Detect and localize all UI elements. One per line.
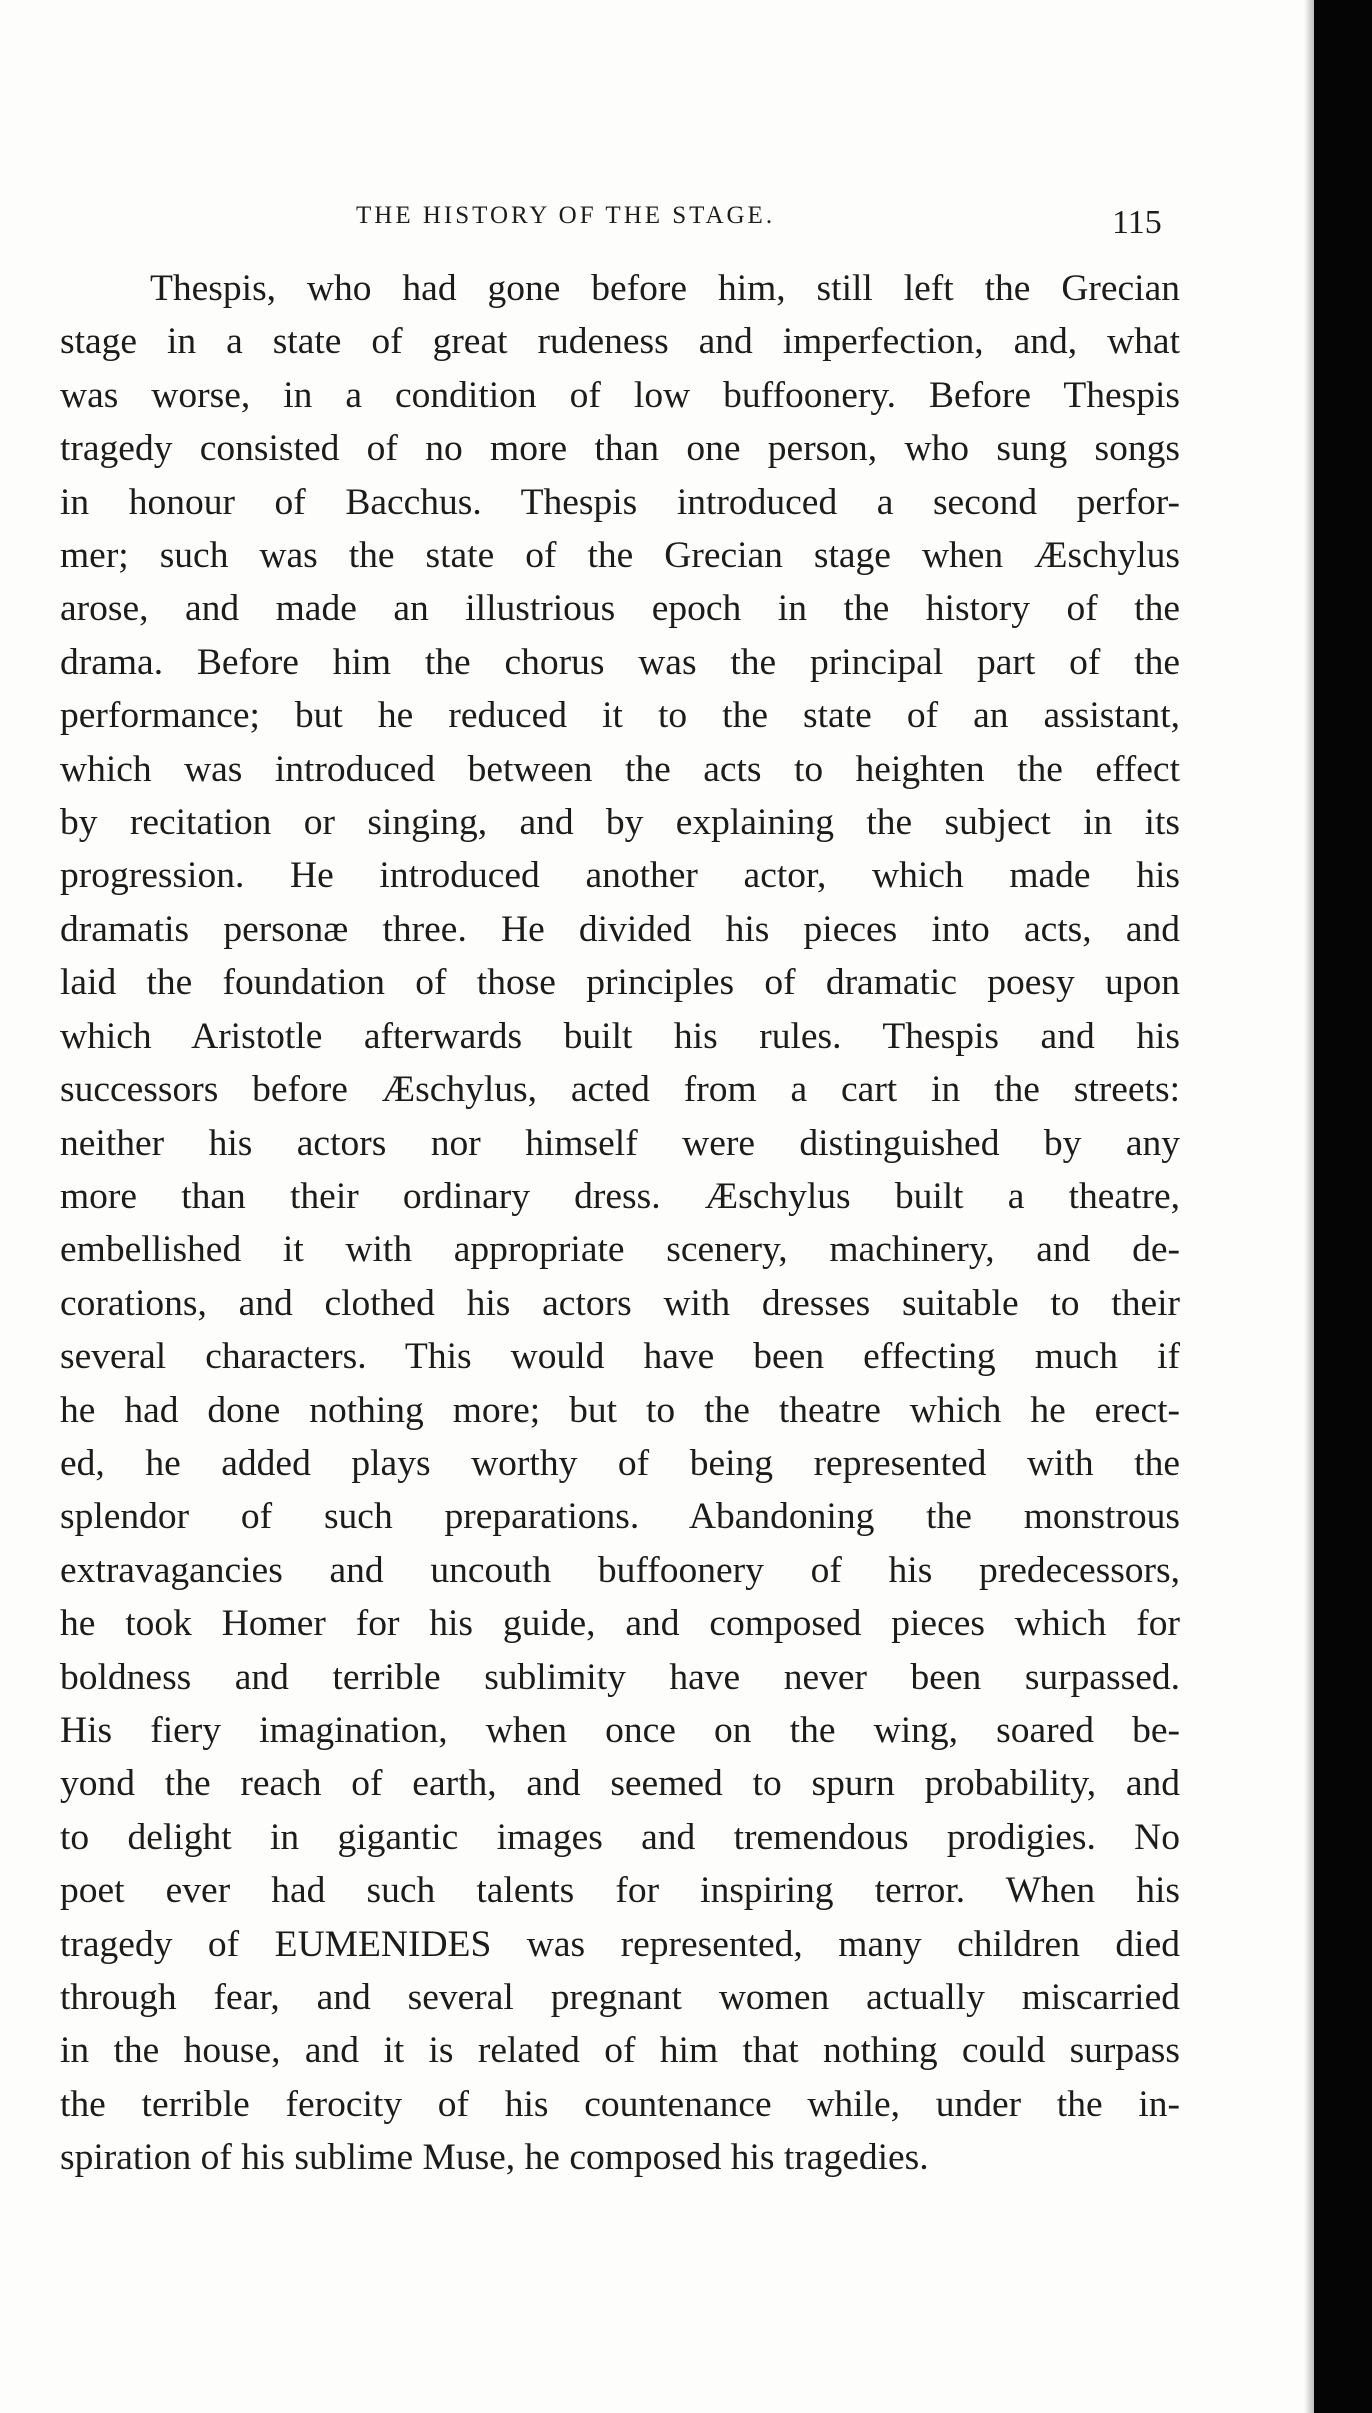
text-line: boldness and terrible sublimity have never been surpassed.	[60, 1656, 1180, 1698]
text-line: yond the reach of earth, and seemed to spurn probability, and	[60, 1763, 1180, 1805]
text-line: spiration of his sublime Muse, he composed his tragedies.	[60, 2137, 929, 2179]
text-line: several characters. This would have been effecting much if	[60, 1336, 1180, 1378]
text-line: laid the foundation of those principles of dramatic poesy upon	[60, 962, 1180, 1004]
body-text	[60, 262, 1180, 2185]
text-line: mer; such was the state of the Grecian stage when Æschylus	[60, 535, 1180, 577]
text-line: splendor of such preparations. Abandoning the monstrous	[60, 1496, 1180, 1538]
text-line: embellished it with appropriate scenery, machinery, and de-	[60, 1229, 1180, 1271]
text-line: extravagancies and uncouth buffoonery of his predecessors,	[60, 1549, 1180, 1591]
text-line: His fiery imagination, when once on the wing, soared be-	[60, 1709, 1180, 1751]
text-line: was worse, in a condition of low buffoonery. Before Thespis	[60, 374, 1180, 416]
page-number: 115	[1112, 204, 1162, 241]
text-line: neither his actors nor himself were distinguished by any	[60, 1122, 1180, 1164]
text-line: successors before Æschylus, acted from a cart in the streets:	[60, 1069, 1180, 1111]
text-line: which Aristotle afterwards built his rules. Thespis and his	[60, 1015, 1180, 1057]
text-line: the terrible ferocity of his countenance while, under the in-	[60, 2083, 1180, 2125]
text-line: dramatis personæ three. He divided his pieces into acts, and	[60, 908, 1180, 950]
text-line: poet ever had such talents for inspiring terror. When his	[60, 1870, 1180, 1912]
text-line: Thespis, who had gone before him, still left the Grecian	[150, 268, 1180, 309]
text-line: he took Homer for his guide, and composed pieces which for	[60, 1603, 1180, 1645]
text-line: tragedy consisted of no more than one person, who sung songs	[60, 428, 1180, 470]
text-line: arose, and made an illustrious epoch in the history of the	[60, 588, 1180, 630]
text-line: in honour of Bacchus. Thespis introduced a second perfor-	[60, 481, 1180, 523]
text-line: which was introduced between the acts to heighten the effect	[60, 748, 1180, 790]
text-line: drama. Before him the chorus was the principal part of the	[60, 641, 1180, 683]
text-line: in the house, and it is related of him that nothing could surpass	[60, 2030, 1180, 2072]
text-line: progression. He introduced another actor, which made his	[60, 855, 1180, 897]
text-line: ed, he added plays worthy of being represented with the	[60, 1442, 1180, 1484]
text-line: corations, and clothed his actors with dresses suitable to their	[60, 1282, 1180, 1324]
page-edge-bar	[1314, 0, 1372, 2413]
text-line: performance; but he reduced it to the state of an assistant,	[60, 695, 1180, 737]
text-line: he had done nothing more; but to the theatre which he erect-	[60, 1389, 1180, 1431]
text-line: tragedy of EUMENIDES was represented, many children died	[60, 1923, 1180, 1965]
text-line: to delight in gigantic images and tremendous prodigies. No	[60, 1816, 1180, 1858]
page-edge-shadow	[1304, 0, 1314, 2413]
running-head: THE HISTORY OF THE STAGE.	[356, 202, 776, 229]
text-line: by recitation or singing, and by explaining the subject in its	[60, 802, 1180, 844]
text-line: more than their ordinary dress. Æschylus built a theatre,	[60, 1175, 1180, 1217]
text-line: through fear, and several pregnant women actually miscarried	[60, 1977, 1180, 2018]
text-line: stage in a state of great rudeness and imperfection, and, what	[60, 321, 1180, 363]
